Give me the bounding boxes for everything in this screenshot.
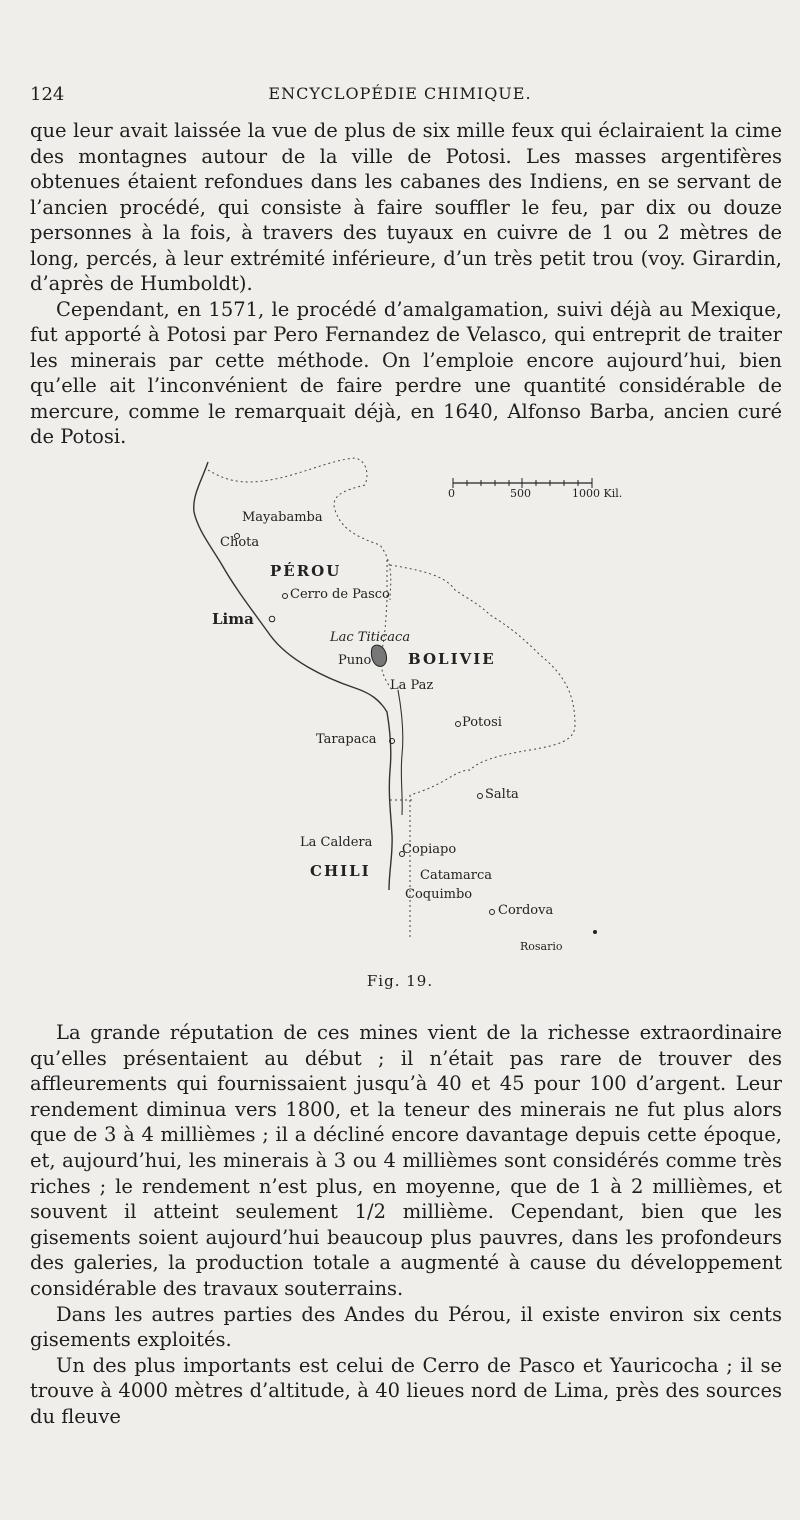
paragraph: La grande réputation de ces mines vient de la richesse extraordinaire qu’elles présentaient au début ; il n’était pas rare de trouver des affleurements qui fournissaient jusqu’à 40 et 45 pour 100 d’argent. Leur rendement diminua vers 1800, et la teneur des minerais ne fut plus alors que de 3 à 4 millièmes ; il a décliné encore davantage depuis cette époque, et, aujourd’hui, les minerais à 3 ou 4 millièmes sont considérés comme très riches ; le rendement n’est plus, en moyenne, que de 1 à 2 millièmes, et souvent il atteint seulement 1/2 millième. Cependant, bien que les gisements soient aujourd’hui beaucoup plus pauvres, dans les profondeurs des galeries, la production totale a augmenté à cause du développement considérable des travaux souterrains.	[30, 1021, 782, 1300]
label-rosario: Rosario	[520, 940, 563, 953]
label-cerro-de-pasco: Cerro de Pasco	[290, 587, 390, 602]
label-potosi: Potosi	[462, 715, 502, 730]
label-peru: PÉROU	[270, 562, 342, 580]
label-lac-titicaca: Lac Titicaca	[330, 630, 411, 645]
label-copiapo: Copiapo	[402, 842, 457, 857]
label-cordova: Cordova	[498, 903, 554, 918]
label-coquimbo: Coquimbo	[405, 887, 473, 902]
page-number: 124	[30, 84, 65, 105]
label-la-caldera: La Caldera	[300, 835, 373, 850]
scale-label-0: 0	[448, 487, 455, 500]
running-header	[30, 84, 770, 110]
running-title: ENCYCLOPÉDIE CHIMIQUE.	[268, 84, 532, 103]
label-la-paz: La Paz	[390, 678, 434, 693]
label-chili: CHILI	[310, 862, 371, 880]
label-lima: Lima	[212, 610, 254, 628]
text-block-top	[30, 118, 782, 450]
text-block-bottom	[30, 1020, 782, 1430]
scale-label-500: 500	[510, 487, 531, 500]
border-peru-brazil	[334, 485, 391, 600]
paragraph: Dans les autres parties des Andes du Pérou, il existe environ six cents gisements exploités.	[30, 1302, 782, 1352]
label-tarapaca: Tarapaca	[316, 732, 377, 747]
border-north	[208, 458, 367, 485]
paragraph: que leur avait laissée la vue de plus de six mille feux qui éclairaient la cime des montagnes autour de la ville de Potosi. Les masses argentifères obtenues étaient refondues dans les cabanes des Indiens, en se servant de l’ancien procédé, qui consiste à faire souffler le feu, par dix ou douze personnes à la fois, à travers des tuyaux en cuivre de 1 ou 2 mètres de long, percés, à leur extrémité inférieure, d’un très petit trou (voy. Girardin, d’après de Humboldt).	[30, 119, 782, 295]
label-chota: Chota	[220, 535, 260, 550]
coastline	[194, 462, 392, 890]
map-drawing	[180, 450, 623, 970]
scale-label-1000: 1000 Kil.	[572, 487, 623, 500]
paragraph: Cependant, en 1571, le procédé d’amalgamation, suivi déjà au Mexique, fut apporté à Potosi par Pero Fernandez de Velasco, qui entreprit de traiter les minerais par cette méthode. On l’emploie encore aujourd’hui, bien qu’elle ait l’inconvénient de faire perdre une quantité considérable de mercure, comme le remarquait déjà, en 1640, Alfonso Barba, ancien curé de Potosi.	[30, 297, 782, 448]
label-mayabamba: Mayabamba	[242, 510, 323, 525]
paragraph: Un des plus importants est celui de Cerro de Pasco et Yauricocha ; il se trouve à 4000 mètres d’altitude, à 40 lieues nord de Lima, près des sources du fleuve	[30, 1353, 782, 1428]
label-salta: Salta	[485, 787, 519, 802]
label-bolivia: BOLIVIE	[408, 650, 496, 668]
label-catamarca: Catamarca	[420, 868, 492, 883]
map-figure	[180, 450, 623, 970]
figure-caption: Fig. 19.	[366, 972, 434, 990]
label-puno: Puno	[338, 653, 372, 668]
lake-titicaca	[371, 645, 386, 666]
